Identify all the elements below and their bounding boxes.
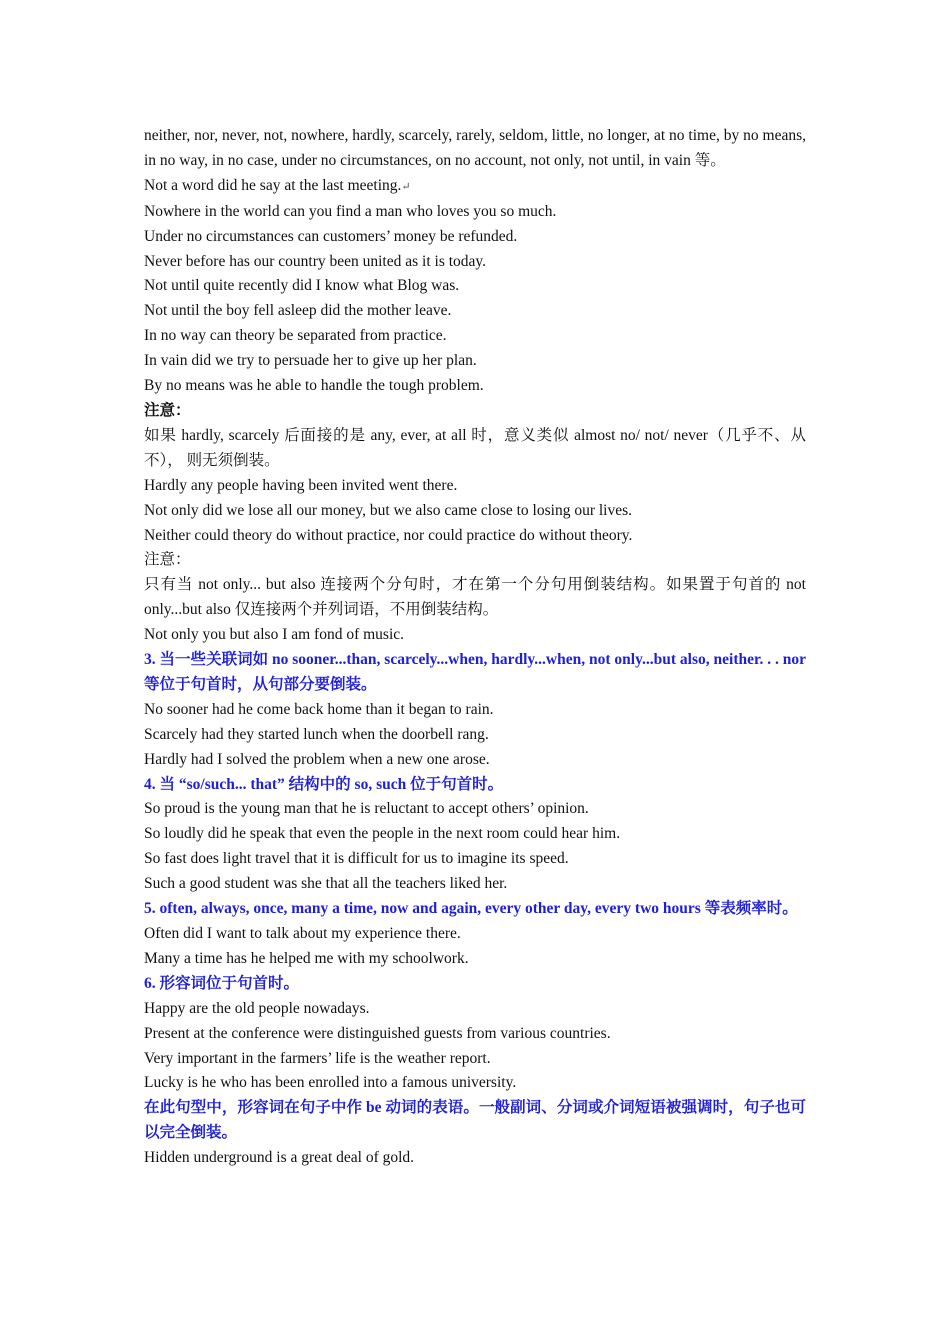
- example-sentence: Hardly any people having been invited went there.: [144, 476, 458, 494]
- example-sentence: Such a good student was she that all the teachers liked her.: [144, 875, 508, 893]
- example-sentence: Neither could theory do without practice, nor could practice do without theory.: [144, 526, 633, 544]
- example-sentence: So proud is the young man that he is reluctant to accept others’ opinion.: [144, 800, 589, 818]
- example-sentence: Hardly had I solved the problem when a new one arose.: [144, 750, 490, 768]
- example-sentence: Not until quite recently did I know what Blog was.: [144, 277, 460, 295]
- example-sentence: Never before has our country been united as it is today.: [144, 252, 487, 270]
- paragraph-mark-icon: ↵: [401, 180, 411, 193]
- example-sentence: Many a time has he helped me with my schoolwork.: [144, 949, 469, 967]
- example-sentence: Not only you but also I am fond of music.: [144, 626, 405, 644]
- section-note-emphasis: 在此句型中，形容词在句子中作 be 动词的表语。一般副词、分词或介词短语被强调时，句子也可以完全倒装。: [144, 1099, 806, 1142]
- example-sentence: In no way can theory be separated from practice.: [144, 327, 447, 345]
- example-sentence: By no means was he able to handle the tough problem.: [144, 377, 484, 395]
- intro-word-list: neither, nor, never, not, nowhere, hardly, scarcely, rarely, seldom, little, no longer, at no time, by no means, in no way, in no case, under no circumstances, on no account, not only, not until, in vain 等。: [144, 127, 806, 169]
- example-sentence: Very important in the farmers’ life is the weather report.: [144, 1049, 491, 1067]
- section-heading-5: 5. often, always, once, many a time, now and again, every other day, every two hours 等表频率时。: [144, 900, 798, 918]
- example-sentence: No sooner had he come back home than it began to rain.: [144, 700, 494, 718]
- note-label: 注意：: [144, 401, 191, 419]
- example-sentence: Present at the conference were distinguished guests from various countries.: [144, 1024, 611, 1042]
- example-sentence: So fast does light travel that it is difficult for us to imagine its speed.: [144, 850, 569, 868]
- example-sentence: Under no circumstances can customers’ money be refunded.: [144, 227, 518, 245]
- note-label: 注意：: [144, 551, 191, 569]
- example-sentence: So loudly did he speak that even the people in the next room could hear him.: [144, 825, 621, 843]
- example-sentence: Often did I want to talk about my experience there.: [144, 925, 461, 942]
- example-sentence: Scarcely had they started lunch when the doorbell rang.: [144, 725, 489, 743]
- section-heading-6: 6. 形容词位于句首时。: [144, 974, 300, 992]
- example-sentence-text: Not a word did he say at the last meeting.: [144, 176, 402, 194]
- example-sentence: Not only did we lose all our money, but we also came close to losing our lives.: [144, 501, 633, 519]
- example-sentence: Not until the boy fell asleep did the mother leave.: [144, 302, 452, 320]
- section-heading-4: 4. 当 “so/such... that” 结构中的 so, such 位于句首时。: [144, 775, 504, 793]
- note-text: 只有当 not only... but also 连接两个分句时，才在第一个分句用倒装结构。如果置于句首的 not only...but also 仅连接两个并列词语，不用倒装结构。: [144, 576, 806, 619]
- example-sentence: Lucky is he who has been enrolled into a famous university.: [144, 1074, 517, 1092]
- example-sentence: Nowhere in the world can you find a man who loves you so much.: [144, 202, 557, 220]
- note-text: 如果 hardly, scarcely 后面接的是 any, ever, at all 时，意义类似 almost no/ not/ never（几乎不、从不）， 则无须倒装。: [144, 426, 806, 469]
- example-sentence: [144, 174, 806, 200]
- document-page: [144, 124, 806, 1171]
- section-heading-3: 3. 当一些关联词如 no sooner...than, scarcely...when, hardly...when, not only...but also, neither. . . nor 等位于句首时，从句部分要倒装。: [144, 651, 806, 693]
- example-sentence: Hidden underground is a great deal of gold.: [144, 1149, 415, 1167]
- example-sentence: In vain did we try to persuade her to give up her plan.: [144, 352, 477, 370]
- example-sentence: Happy are the old people nowadays.: [144, 999, 370, 1017]
